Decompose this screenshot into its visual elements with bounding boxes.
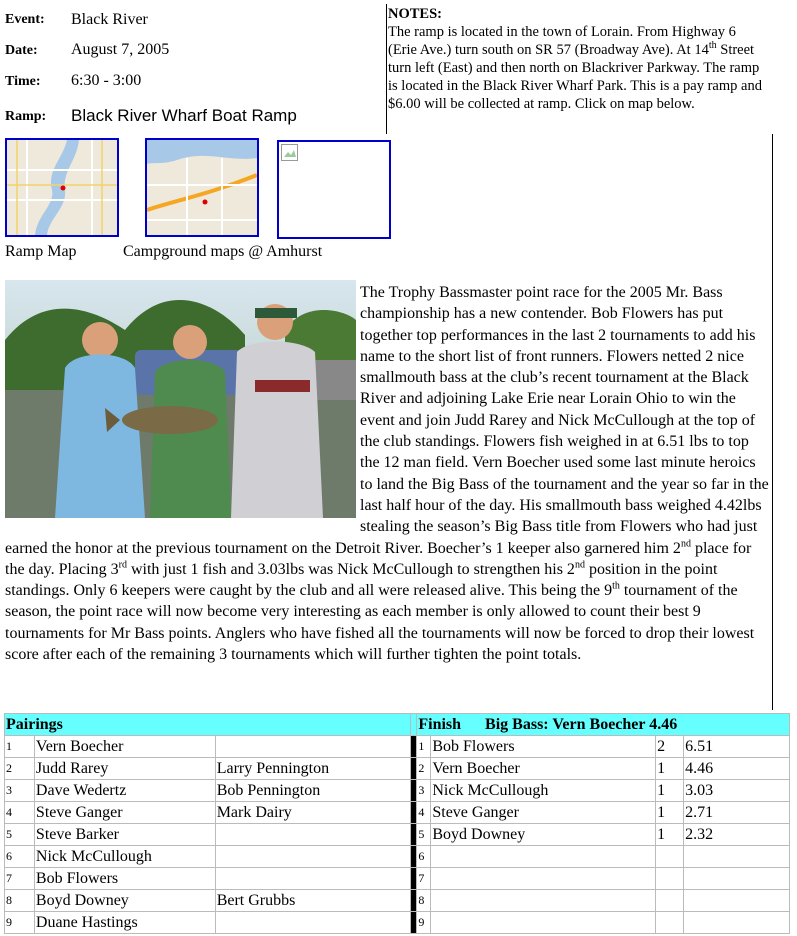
finish-place: 5 <box>417 824 431 846</box>
pairing-number: 6 <box>5 846 35 868</box>
date-label: Date: <box>5 43 38 58</box>
finish-angler <box>431 890 656 912</box>
finish-fish-count <box>656 912 684 934</box>
table-row <box>5 824 790 846</box>
finish-fish-count: 1 <box>656 802 684 824</box>
date-value: August 7, 2005 <box>71 41 170 58</box>
event-label: Event: <box>5 12 45 27</box>
big-bass-header: Big Bass: Vern Boecher 4.46 <box>485 715 678 733</box>
finish-fish-count <box>656 890 684 912</box>
pairing-angler-b: Bob Pennington <box>215 780 411 802</box>
finish-fish-count <box>656 868 684 890</box>
finish-angler: Steve Ganger <box>431 802 656 824</box>
ramp-value: Black River Wharf Boat Ramp <box>71 106 297 125</box>
event-value: Black River <box>71 11 148 28</box>
time-value: 6:30 - 3:00 <box>71 72 142 89</box>
finish-weight <box>684 890 790 912</box>
pairing-number: 8 <box>5 890 35 912</box>
finish-angler <box>431 846 656 868</box>
campground-map-link-1[interactable] <box>145 138 259 237</box>
finish-fish-count: 1 <box>656 780 684 802</box>
pairing-angler-b <box>215 846 411 868</box>
table-row <box>5 736 790 758</box>
finish-place: 3 <box>417 780 431 802</box>
finish-weight <box>684 846 790 868</box>
pairing-number: 2 <box>5 758 35 780</box>
notes-text: The ramp is located in the town of Lorain. From Highway 6 (Erie Ave.) turn south on SR 57 (Broadway Ave). At 14th Street turn left (East) and then north on Blackriver Parkway. The ramp is located in the Black River Wharf Park. This is a pay ramp and $6.00 will be collected at ramp. Click on map below. <box>388 24 762 112</box>
campground-map-icon <box>147 140 257 235</box>
finish-weight: 3.03 <box>684 780 790 802</box>
pairing-angler-a: Judd Rarey <box>34 758 215 780</box>
finish-fish-count: 1 <box>656 758 684 780</box>
broken-image-icon <box>281 144 299 162</box>
table-row <box>5 802 790 824</box>
campground-map-link-2[interactable] <box>277 140 391 239</box>
notes-heading: NOTES: <box>388 6 442 22</box>
finish-angler: Boyd Downey <box>431 824 656 846</box>
pairing-angler-a: Nick McCullough <box>34 846 215 868</box>
finish-place: 6 <box>417 846 431 868</box>
finish-place: 7 <box>417 868 431 890</box>
pairing-number: 1 <box>5 736 35 758</box>
pairing-angler-a: Steve Ganger <box>34 802 215 824</box>
finish-place: 9 <box>417 912 431 934</box>
table-row <box>5 780 790 802</box>
campground-maps-caption[interactable]: Campground maps @ Amhurst <box>123 243 323 260</box>
pairing-angler-b <box>215 736 411 758</box>
pairing-angler-a: Duane Hastings <box>34 912 215 934</box>
finish-fish-count: 2 <box>656 736 684 758</box>
finish-place: 4 <box>417 802 431 824</box>
finish-weight: 6.51 <box>684 736 790 758</box>
tournament-story: The Trophy Bassmaster point race for the 2005 Mr. Bass championship has a new contender. Bob Flowers has put together top performances in the last 2 tournaments to add his name to the short list of front runners. Flowers netted 2 nice smallmouth bass at the club’s recent tournament at the Black River and adjoining Lake Erie near Lorain Ohio to win the event and join Judd Rarey and Nick McCullough at the top of the club standings. Flowers fish weighed in at 6.51 lbs to top the 12 man field. Vern Boecher used some last minute heroics to land the Big Bass of the tournament and the year so far in the last half hour of the day. His smallmouth bass weighed 4.42lbs stealing the season’s Big Bass title from Flowers who had just earned the honor at the previous tournament on the Detroit River. Boecher’s 1 keeper also garnered him 2nd place for the day. Placing 3rd with just 1 fish and 3.03lbs was Nick McCullough to strengthen his 2nd position in the point standings. Only 6 keepers were caught by the club and all were released alive. This being the 9th tournament of the season, the point race will now become very interesting as each member is only allowed to count their best 9 tournaments for Mr Bass points. Anglers who have fished all the tournaments will now be forced to drop their lowest score after each of the remaining 3 tournaments which will further tighten the point totals. <box>5 284 769 664</box>
pairing-angler-a: Vern Boecher <box>34 736 215 758</box>
pairing-angler-b <box>215 868 411 890</box>
pairing-angler-b <box>215 824 411 846</box>
pairings-header: Pairings <box>5 714 411 736</box>
pairing-number: 9 <box>5 912 35 934</box>
table-row <box>5 868 790 890</box>
ramp-map-caption[interactable]: Ramp Map <box>5 243 77 260</box>
pairing-angler-a: Steve Barker <box>34 824 215 846</box>
finish-weight <box>684 912 790 934</box>
ramp-label: Ramp: <box>5 109 47 124</box>
finish-place: 1 <box>417 736 431 758</box>
notes-box <box>386 5 768 113</box>
pairing-number: 3 <box>5 780 35 802</box>
finish-angler <box>431 868 656 890</box>
pairing-angler-a: Bob Flowers <box>34 868 215 890</box>
finish-header: Finish Big Bass: Vern Boecher 4.46 <box>417 714 790 736</box>
finish-weight: 4.46 <box>684 758 790 780</box>
finish-angler: Bob Flowers <box>431 736 656 758</box>
pairing-angler-b <box>215 912 411 934</box>
finish-weight: 2.32 <box>684 824 790 846</box>
finish-place: 2 <box>417 758 431 780</box>
time-label: Time: <box>5 74 41 89</box>
finish-weight: 2.71 <box>684 802 790 824</box>
pairing-angler-a: Boyd Downey <box>34 890 215 912</box>
results-header-row <box>5 714 790 736</box>
pairing-angler-b: Larry Pennington <box>215 758 411 780</box>
finish-fish-count: 1 <box>656 824 684 846</box>
pairing-angler-b: Mark Dairy <box>215 802 411 824</box>
finish-weight <box>684 868 790 890</box>
content-divider <box>772 134 773 710</box>
pairing-number: 4 <box>5 802 35 824</box>
finish-angler: Nick McCullough <box>431 780 656 802</box>
ramp-map-icon <box>7 140 117 235</box>
table-row <box>5 890 790 912</box>
finish-place: 8 <box>417 890 431 912</box>
pairing-number: 7 <box>5 868 35 890</box>
ramp-map-link[interactable] <box>5 138 119 237</box>
pairing-angler-b: Bert Grubbs <box>215 890 411 912</box>
finish-fish-count <box>656 846 684 868</box>
finish-angler <box>431 912 656 934</box>
pairing-angler-a: Dave Wedertz <box>34 780 215 802</box>
photo-float-spacer <box>5 282 360 518</box>
table-row <box>5 912 790 934</box>
finish-angler: Vern Boecher <box>431 758 656 780</box>
pairing-number: 5 <box>5 824 35 846</box>
table-row <box>5 846 790 868</box>
table-row <box>5 758 790 780</box>
results-table <box>4 713 790 934</box>
